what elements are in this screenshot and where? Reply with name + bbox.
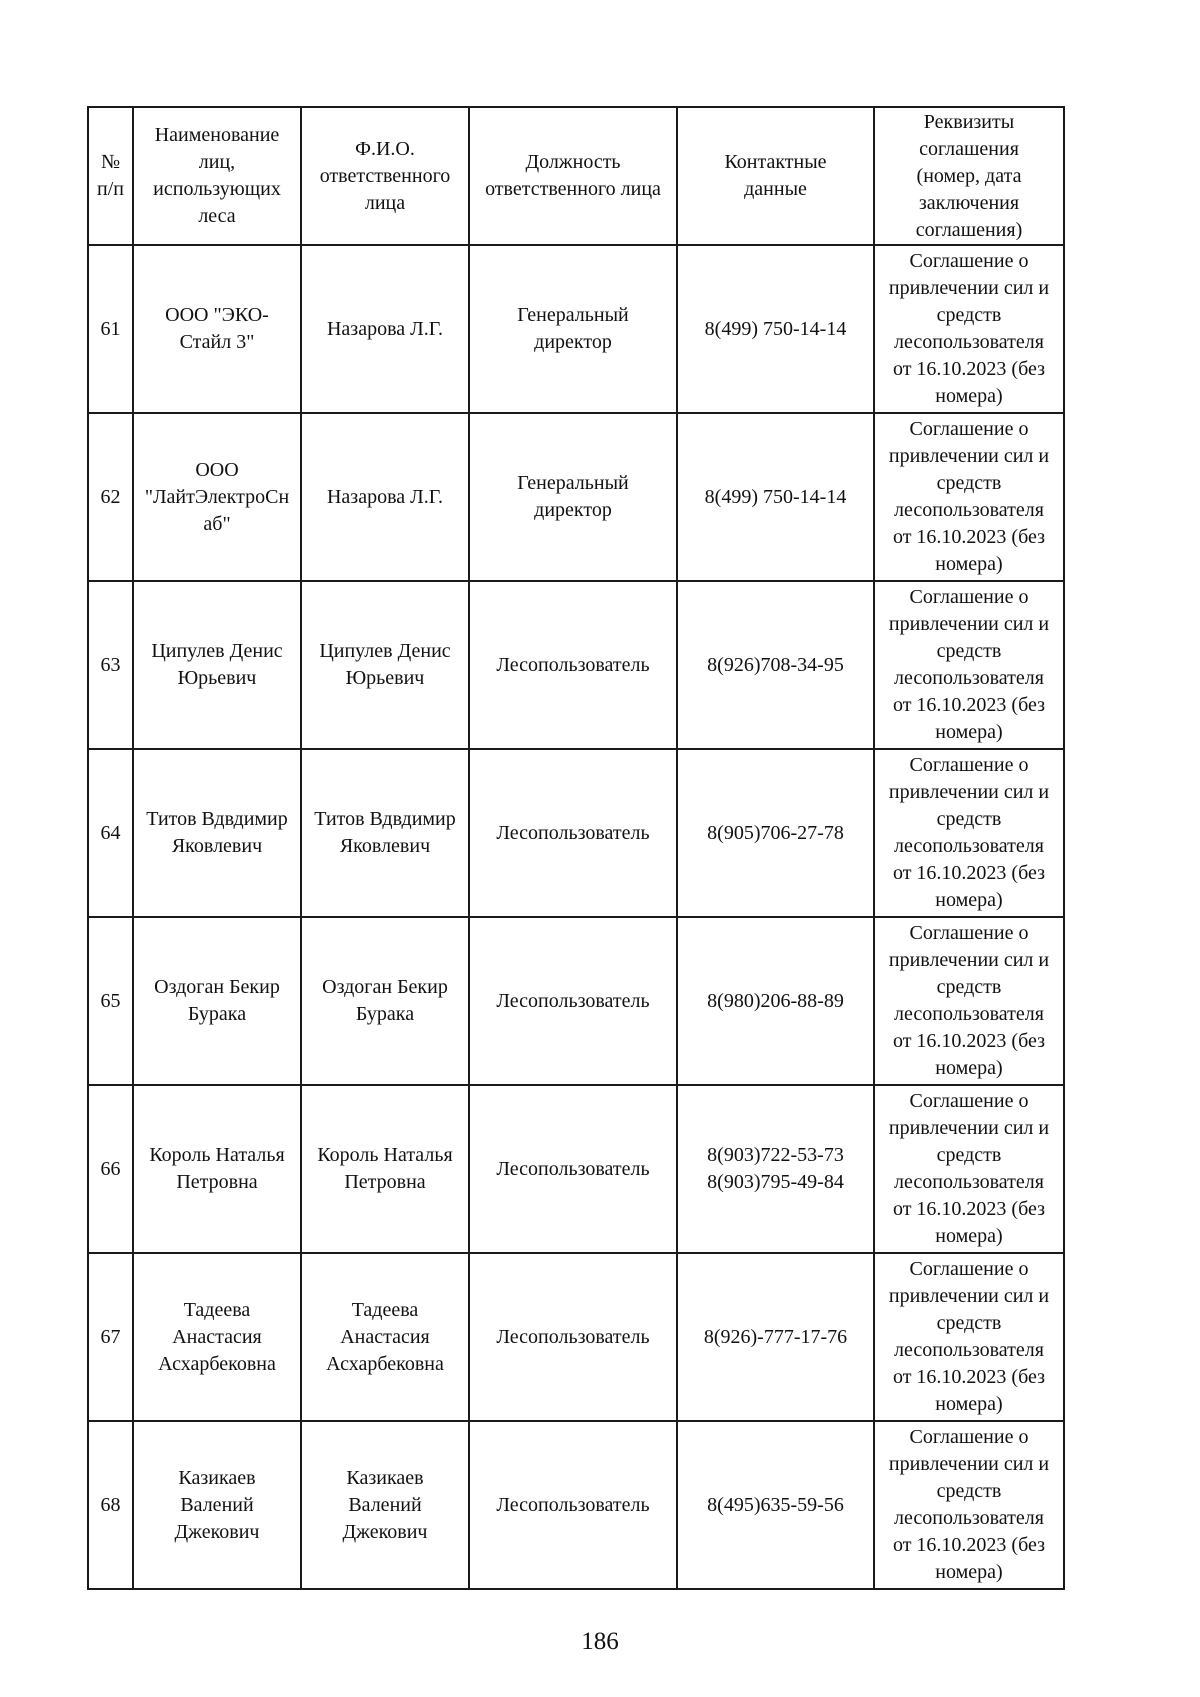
cell-number: 61 bbox=[88, 245, 133, 413]
cell-number: 68 bbox=[88, 1421, 133, 1589]
cell-responsible-person: Король Наталья Петровна bbox=[301, 1085, 469, 1253]
cell-number: 64 bbox=[88, 749, 133, 917]
header-name: Наименование лиц, использующих леса bbox=[133, 107, 301, 245]
cell-responsible-person: Ципулев Денис Юрьевич bbox=[301, 581, 469, 749]
cell-name: ООО "ЭКО- Стайл 3" bbox=[133, 245, 301, 413]
cell-name: Ципулев Денис Юрьевич bbox=[133, 581, 301, 749]
cell-responsible-person: Назарова Л.Г. bbox=[301, 245, 469, 413]
cell-position: Генеральный директор bbox=[469, 245, 677, 413]
cell-contact: 8(926)708-34-95 bbox=[677, 581, 874, 749]
header-responsible-person: Ф.И.О. ответственного лица bbox=[301, 107, 469, 245]
table-row bbox=[88, 581, 1064, 749]
table-row bbox=[88, 1421, 1064, 1589]
table-row bbox=[88, 749, 1064, 917]
cell-agreement: Соглашение о привлечении сил и средств лесопользователя от 16.10.2023 (без номера) bbox=[874, 917, 1064, 1085]
cell-number: 66 bbox=[88, 1085, 133, 1253]
cell-contact: 8(499) 750-14-14 bbox=[677, 245, 874, 413]
cell-agreement: Соглашение о привлечении сил и средств лесопользователя от 16.10.2023 (без номера) bbox=[874, 749, 1064, 917]
cell-position: Лесопользователь bbox=[469, 581, 677, 749]
header-number: № п/п bbox=[88, 107, 133, 245]
cell-agreement: Соглашение о привлечении сил и средств лесопользователя от 16.10.2023 (без номера) bbox=[874, 581, 1064, 749]
header-position: Должность ответственного лица bbox=[469, 107, 677, 245]
cell-responsible-person: Назарова Л.Г. bbox=[301, 413, 469, 581]
cell-position: Лесопользователь bbox=[469, 1253, 677, 1421]
cell-contact: 8(926)-777-17-76 bbox=[677, 1253, 874, 1421]
header-row bbox=[88, 107, 1064, 245]
table-row bbox=[88, 413, 1064, 581]
cell-name: Казикаев Валений Джекович bbox=[133, 1421, 301, 1589]
cell-number: 62 bbox=[88, 413, 133, 581]
cell-agreement: Соглашение о привлечении сил и средств лесопользователя от 16.10.2023 (без номера) bbox=[874, 1085, 1064, 1253]
cell-contact: 8(905)706-27-78 bbox=[677, 749, 874, 917]
cell-position: Генеральный директор bbox=[469, 413, 677, 581]
cell-responsible-person: Тадеева Анастасия Асхарбековна bbox=[301, 1253, 469, 1421]
cell-agreement: Соглашение о привлечении сил и средств лесопользователя от 16.10.2023 (без номера) bbox=[874, 413, 1064, 581]
cell-name: Тадеева Анастасия Асхарбековна bbox=[133, 1253, 301, 1421]
table-header bbox=[88, 107, 1064, 245]
page-number: 186 bbox=[581, 1628, 619, 1655]
table-row bbox=[88, 917, 1064, 1085]
cell-agreement: Соглашение о привлечении сил и средств лесопользователя от 16.10.2023 (без номера) bbox=[874, 1421, 1064, 1589]
cell-number: 63 bbox=[88, 581, 133, 749]
cell-contact: 8(980)206-88-89 bbox=[677, 917, 874, 1085]
cell-name: ООО "ЛайтЭлектроСн аб" bbox=[133, 413, 301, 581]
cell-contact: 8(903)722-53-73 8(903)795-49-84 bbox=[677, 1085, 874, 1253]
cell-position: Лесопользователь bbox=[469, 1085, 677, 1253]
table-row bbox=[88, 1085, 1064, 1253]
cell-agreement: Соглашение о привлечении сил и средств лесопользователя от 16.10.2023 (без номера) bbox=[874, 245, 1064, 413]
table-body bbox=[88, 245, 1064, 1589]
cell-name: Титов Вдвдимир Яковлевич bbox=[133, 749, 301, 917]
cell-position: Лесопользователь bbox=[469, 749, 677, 917]
cell-responsible-person: Казикаев Валений Джекович bbox=[301, 1421, 469, 1589]
cell-responsible-person: Титов Вдвдимир Яковлевич bbox=[301, 749, 469, 917]
cell-number: 67 bbox=[88, 1253, 133, 1421]
cell-position: Лесопользователь bbox=[469, 917, 677, 1085]
header-agreement: Реквизиты соглашения (номер, дата заключения соглашения) bbox=[874, 107, 1064, 245]
document-table bbox=[87, 106, 1065, 1590]
cell-contact: 8(499) 750-14-14 bbox=[677, 413, 874, 581]
cell-number: 65 bbox=[88, 917, 133, 1085]
table-row bbox=[88, 1253, 1064, 1421]
cell-name: Оздоган Бекир Бурака bbox=[133, 917, 301, 1085]
cell-name: Король Наталья Петровна bbox=[133, 1085, 301, 1253]
cell-position: Лесопользователь bbox=[469, 1421, 677, 1589]
cell-contact: 8(495)635-59-56 bbox=[677, 1421, 874, 1589]
cell-agreement: Соглашение о привлечении сил и средств лесопользователя от 16.10.2023 (без номера) bbox=[874, 1253, 1064, 1421]
table-row bbox=[88, 245, 1064, 413]
header-contact: Контактные данные bbox=[677, 107, 874, 245]
cell-responsible-person: Оздоган Бекир Бурака bbox=[301, 917, 469, 1085]
